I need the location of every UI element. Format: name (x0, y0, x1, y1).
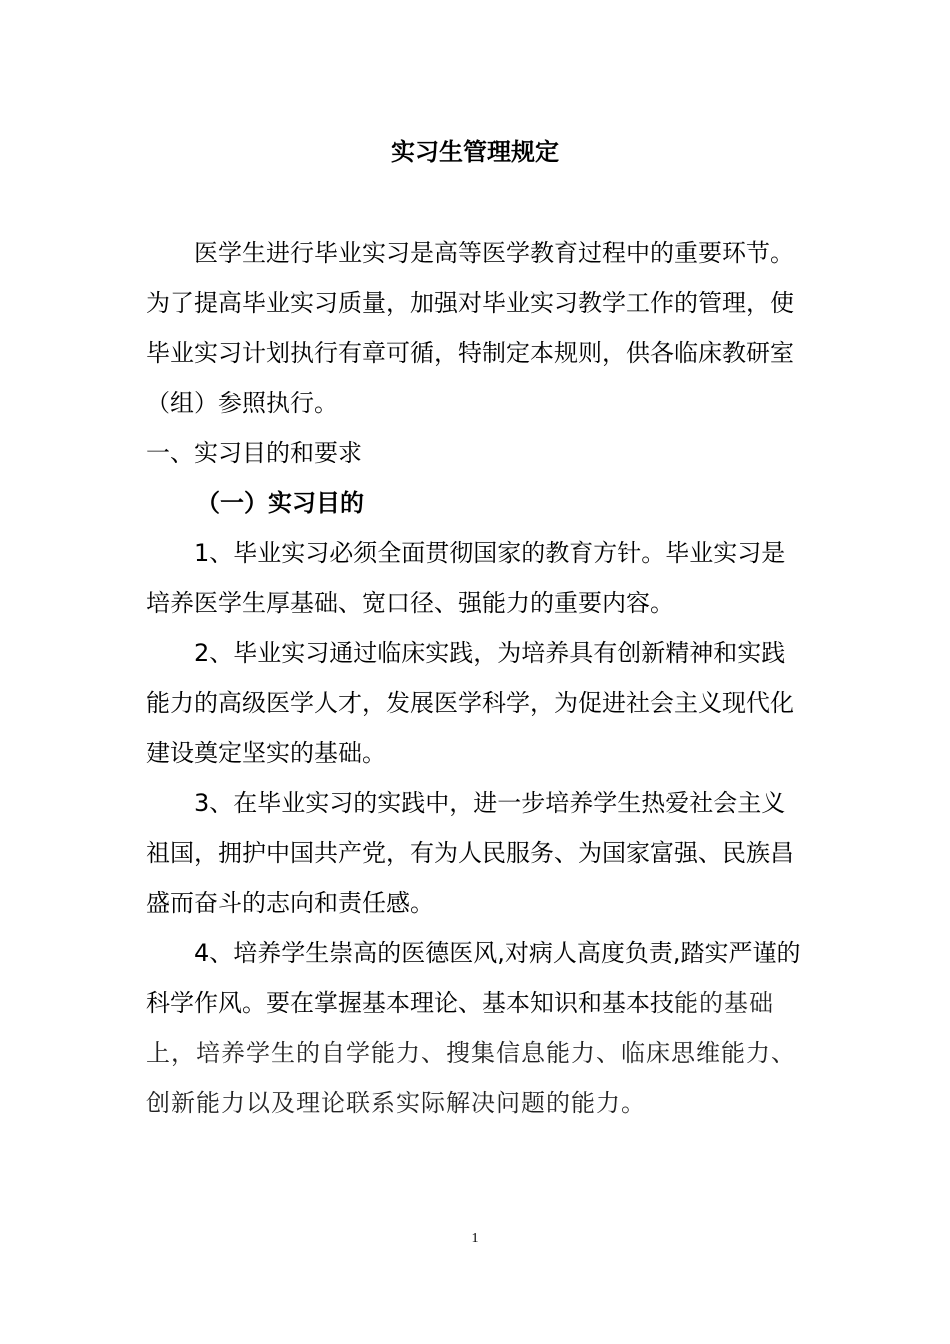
intro-paragraph: 医学生进行毕业实习是高等医学教育过程中的重要环节。为了提高毕业实习质量，加强对毕业实习教学工作的管理，使毕业实习计划执行有章可循，特制定本规则，供各临床教研室（组）参照执行。 (146, 239, 794, 417)
list-item-4-part2: 能的基础上，培养学生的自学能力、搜集信息能力、临床思维能力、创新能力以及理论联系实际解决问题的能力。 (146, 989, 796, 1117)
list-item-1: 1、毕业实习必须全面贯彻国家的教育方针。毕业实习是培养医学生厚基础、宽口径、强能力的重要内容。 (146, 539, 786, 617)
section-heading: 一、实习目的和要求 (146, 439, 362, 467)
page-title: 实习生管理规定 (391, 138, 559, 166)
page-number: 1 (471, 1231, 479, 1246)
list-item-4-part1: 4、培养学生崇高的医德医风,对病人高度负责,踏实严谨的科学作风。要在掌握基本理论、基本知识和基本技 (146, 939, 801, 1017)
list-item-2: 2、毕业实习通过临床实践，为培养具有创新精神和实践能力的高级医学人才，发展医学科学，为促进社会主义现代化建设奠定坚实的基础。 (146, 639, 794, 767)
list-item-3: 3、在毕业实习的实践中，进一步培养学生热爱社会主义祖国，拥护中国共产党，有为人民服务、为国家富强、民族昌盛而奋斗的志向和责任感。 (146, 789, 794, 917)
subsection-heading: （一）实习目的 (196, 489, 364, 517)
list-item-4 (146, 928, 806, 1128)
